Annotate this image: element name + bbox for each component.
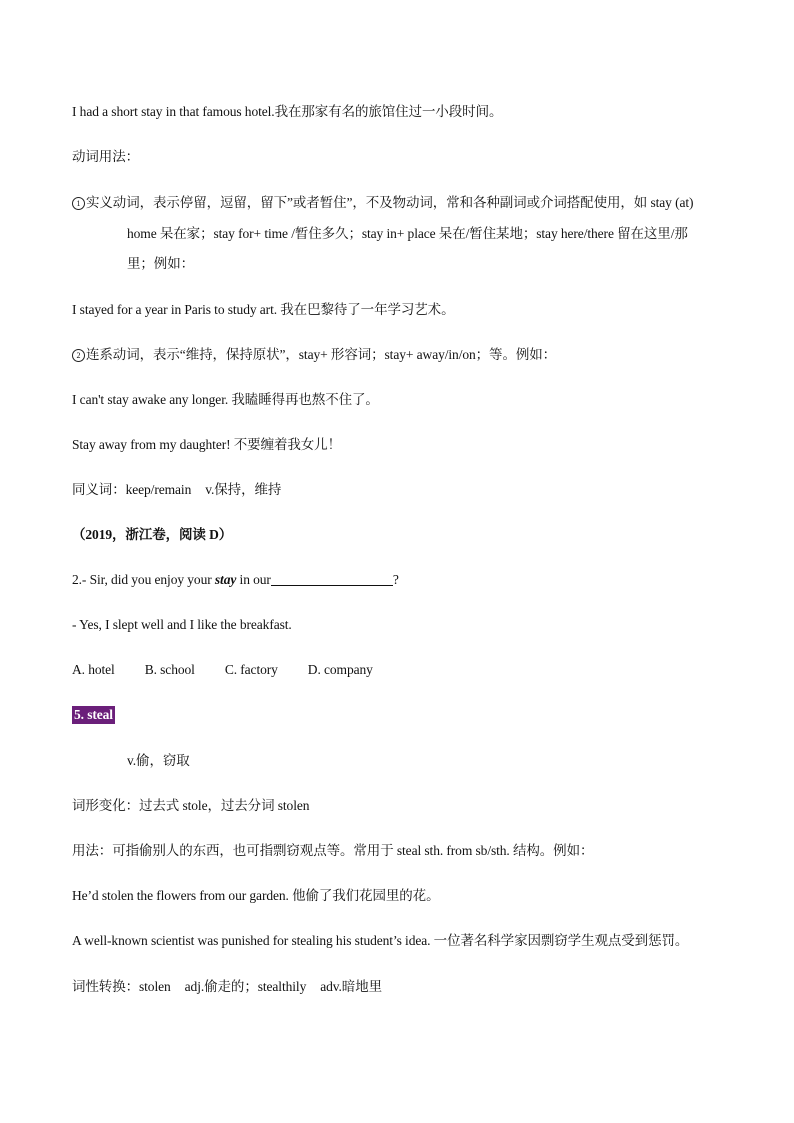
usage-2-line: [72, 346, 556, 364]
steal-definition: v.偷，窃取: [127, 753, 190, 768]
part-of-speech-conversion: [72, 978, 382, 996]
exam-source-label: （2019，浙江卷，阅读 D）: [72, 527, 233, 542]
option-b: B. school: [144, 662, 195, 677]
example-sentence-daughter: Stay away from my daughter! 不要缠着我女儿！: [72, 437, 341, 452]
option-d: D. company: [307, 662, 373, 677]
question-end: ?: [392, 572, 399, 587]
conversion-stolen: 词性转换：stolen: [72, 979, 171, 994]
usage-1-continued-2: 里；例如：: [127, 256, 194, 271]
usage-2-text: 连系动词，表示“维持，保持原状”，stay+ 形容词；stay+ away/in/on；等。例如：: [86, 347, 557, 362]
option-c: C. factory: [224, 662, 278, 677]
section-5-heading: [72, 706, 115, 724]
usage-1-continued: home 呆在家；stay for+ time /暂住多久；stay in+ place 呆在/暂住某地；stay here/there 留在这里/那: [127, 226, 688, 241]
answer-options: [72, 661, 373, 679]
option-a: A. hotel: [72, 662, 115, 677]
synonym-line: [72, 481, 281, 499]
usage-1-line: [72, 194, 693, 212]
synonym-words: 同义词：keep/remain: [72, 482, 192, 497]
question-mid: in our: [236, 572, 271, 587]
question-reply: - Yes, I slept well and I like the breakfast.: [72, 617, 292, 632]
example-sentence-scientist: A well-known scientist was punished for stealing his student’s idea. 一位著名科学家因剽窃学生观点受到惩罚。: [72, 933, 689, 948]
circled-number-2: 2: [72, 349, 85, 362]
usage-1-text: 实义动词，表示停留，逗留，留下”或者暂住”，不及物动词，常和各种副词或介词搭配使用，如 stay (at): [86, 195, 694, 210]
conversion-adverb-meaning: adv.暗地里: [320, 979, 383, 994]
question-2: [72, 571, 399, 589]
synonym-meaning: v.保持，维持: [205, 482, 282, 497]
circled-number-1: 1: [72, 197, 85, 210]
word-forms: 词形变化：过去式 stole，过去分词 stolen: [72, 798, 310, 813]
example-sentence-awake: I can't stay awake any longer. 我瞌睡得再也熬不住了。: [72, 392, 379, 407]
answer-blank: [271, 573, 393, 586]
steal-usage: 用法：可指偷别人的东西，也可指剽窃观点等。常用于 steal sth. from sb/sth. 结构。例如：: [72, 843, 594, 858]
conversion-stealthily: adj.偷走的；stealthily: [184, 979, 307, 994]
example-sentence-flowers: He’d stolen the flowers from our garden. 他偷了我们花园里的花。: [72, 888, 440, 903]
example-sentence-paris: I stayed for a year in Paris to study art. 我在巴黎待了一年学习艺术。: [72, 302, 455, 317]
verb-usage-heading: 动词用法：: [72, 149, 139, 164]
question-prefix: 2.- Sir, did you enjoy your: [72, 572, 215, 587]
example-sentence-stay-hotel: I had a short stay in that famous hotel.我在那家有名的旅馆住过一小段时间。: [72, 104, 503, 119]
question-keyword: stay: [214, 572, 237, 587]
section-5-title: 5. steal: [74, 707, 113, 722]
